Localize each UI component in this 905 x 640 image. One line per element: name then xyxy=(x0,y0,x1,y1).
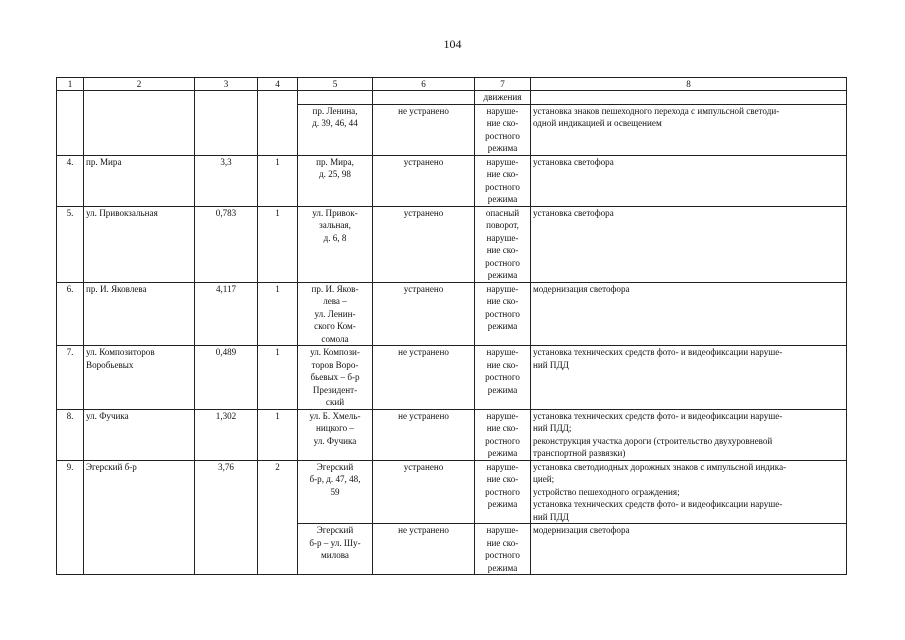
road-measures-table xyxy=(56,77,847,575)
violation-type: наруше- ние ско- ростного режима xyxy=(475,282,531,346)
status: не устранено xyxy=(373,346,475,410)
street-name: пр. И. Яковлева xyxy=(84,282,195,346)
violation-type: наруше- ние ско- ростного режима xyxy=(475,460,531,524)
header-col-5: 5 xyxy=(298,78,373,91)
road-length: 0,489 xyxy=(195,346,258,410)
section-address: ул. Привок- зальная, д. 6, 8 xyxy=(298,206,373,282)
section-count: 1 xyxy=(258,346,298,410)
violation-type: наруше- ние ско- ростного режима xyxy=(475,346,531,410)
measures: модернизация светофора xyxy=(531,282,847,346)
header-col-4: 4 xyxy=(258,78,298,91)
violation-type: наруше- ние ско- ростного режима xyxy=(475,155,531,206)
section-address: Эгерский б-р, д. 47, 48, 59 xyxy=(298,460,373,524)
status: не устранено xyxy=(373,409,475,460)
table-row xyxy=(57,155,847,206)
section-address: пр. И. Яков- лева – ул. Ленин- ского Ком- сомола xyxy=(298,282,373,346)
road-length: 4,117 xyxy=(195,282,258,346)
status: устранено xyxy=(373,460,475,524)
continuation-row xyxy=(57,91,847,105)
street-name: пр. Мира xyxy=(84,155,195,206)
status: устранено xyxy=(373,282,475,346)
street-name: Эгерский б-р xyxy=(84,460,195,575)
section-count: 1 xyxy=(258,206,298,282)
measures: модернизация светофора xyxy=(531,524,847,575)
status: устранено xyxy=(373,155,475,206)
page-number: 104 xyxy=(443,37,462,51)
street-name: ул. Композиторов Воробьевых xyxy=(84,346,195,410)
measures: установка светодиодных дорожных знаков с импульсной индика- цией; устройство пешеходного ограждения; установка технических средств фото- и видеофиксации наруше- ний ПДД xyxy=(531,460,847,524)
violation-type: опасный поворот, наруше- ние ско- ростного режима xyxy=(475,206,531,282)
road-length: 0,783 xyxy=(195,206,258,282)
measures: установка технических средств фото- и видеофиксации наруше- ний ПДД xyxy=(531,346,847,410)
violation-type: наруше- ние ско- ростного режима xyxy=(475,409,531,460)
section-address: ул. Б. Хмель- ницкого – ул. Фучика xyxy=(298,409,373,460)
continuation-col7: движения xyxy=(475,91,531,105)
section-count: 2 xyxy=(258,460,298,575)
continuation-address: пр. Ленина, д. 39, 46, 44 xyxy=(298,104,373,155)
header-col-8: 8 xyxy=(531,78,847,91)
street-name: ул. Фучика xyxy=(84,409,195,460)
section-address: Эгерский б-р – ул. Шу- милова xyxy=(298,524,373,575)
measures: установка светофора xyxy=(531,206,847,282)
section-address: пр. Мира, д. 25, 98 xyxy=(298,155,373,206)
violation-type: наруше- ние ско- ростного режима xyxy=(475,524,531,575)
row-number: 9. xyxy=(57,460,84,575)
row-number: 7. xyxy=(57,346,84,410)
row-number: 4. xyxy=(57,155,84,206)
status: устранено xyxy=(373,206,475,282)
header-col-7: 7 xyxy=(475,78,531,91)
road-length: 1,302 xyxy=(195,409,258,460)
header-row xyxy=(57,78,847,91)
road-length: 3,76 xyxy=(195,460,258,575)
section-address: ул. Компози- торов Воро- бьевых – б-р Президент- ский xyxy=(298,346,373,410)
section-count: 1 xyxy=(258,282,298,346)
row-number: 8. xyxy=(57,409,84,460)
road-length: 3,3 xyxy=(195,155,258,206)
section-count: 1 xyxy=(258,155,298,206)
header-col-3: 3 xyxy=(195,78,258,91)
table-row xyxy=(57,346,847,410)
row-number: 5. xyxy=(57,206,84,282)
header-col-2: 2 xyxy=(84,78,195,91)
measures: установка технических средств фото- и видеофиксации наруше- ний ПДД; реконструкция участка дороги (строительство двухуровневой транспортной развязки) xyxy=(531,409,847,460)
row-number: 6. xyxy=(57,282,84,346)
continuation-violation: наруше- ние ско- ростного режима xyxy=(475,104,531,155)
section-count: 1 xyxy=(258,409,298,460)
continuation-subrow xyxy=(57,104,847,155)
continuation-status: не устранено xyxy=(373,104,475,155)
street-name: ул. Привокзальная xyxy=(84,206,195,282)
table-row xyxy=(57,409,847,460)
continuation-measure: установка знаков пешеходного перехода с импульсной светоди- одной индикацией и освещением xyxy=(531,104,847,155)
table-row xyxy=(57,282,847,346)
header-col-6: 6 xyxy=(373,78,475,91)
measures: установка светофора xyxy=(531,155,847,206)
table-row xyxy=(57,206,847,282)
header-col-1: 1 xyxy=(57,78,84,91)
status: не устранено xyxy=(373,524,475,575)
table-row xyxy=(57,460,847,524)
